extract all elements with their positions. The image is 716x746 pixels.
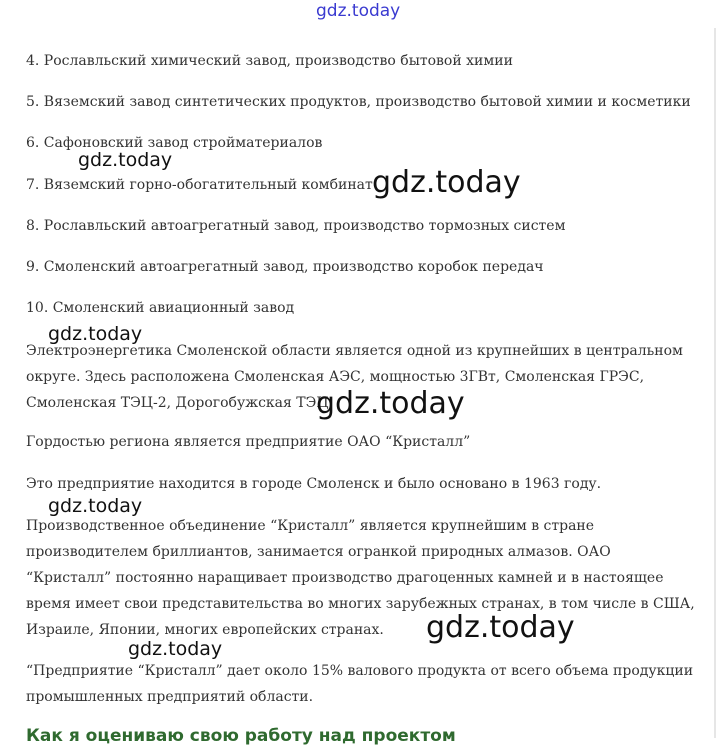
list-item: 6. Сафоновский завод стройматериалов <box>26 135 323 151</box>
watermark: gdz.today <box>426 610 575 645</box>
section-heading: Как я оцениваю свою работу над проектом <box>26 726 456 746</box>
list-item: 9. Смоленский автоагрегатный завод, производство коробок передач <box>26 259 544 275</box>
list-item: 4. Рославльский химический завод, производство бытовой химии <box>26 53 513 69</box>
cut-off-line <box>28 0 188 24</box>
watermark: gdz.today <box>48 323 143 345</box>
watermark-top: gdz.today <box>316 1 401 21</box>
watermark: gdz.today <box>128 638 223 660</box>
paragraph-energy: Электроэнергетика Смоленской области является одной из крупнейших в центральном округе. Здесь расположена Смоленская АЭС, мощностью 3ГВт, Смоленская ГРЭС, Смоленская ТЭЦ-2, Дорогобужская ТЭЦ. <box>26 343 683 411</box>
cut-off-text <box>28 0 138 4</box>
paragraph-kristall: Производственное объединение “Кристалл” является крупнейшим в стране производителем бриллиантов, занимается огранкой природных алмазов. ОАО “Кристалл” постоянно наращивает производство драгоценных камней и в настоящее время имеет свои представительства во многих зарубежных странах, в том числе в США, Израиле, Японии, многих европейских странах. <box>26 518 695 638</box>
watermark: gdz.today <box>316 386 465 421</box>
paragraph-pride: Гордостью региона является предприятие ОАО “Кристалл” <box>26 434 471 450</box>
list-item: 5. Вяземский завод синтетических продуктов, производство бытовой химии и косметики <box>26 94 691 110</box>
list-item: 8. Рославльский автоагрегатный завод, производство тормозных систем <box>26 218 566 234</box>
list-item: 10. Смоленский авиационный завод <box>26 300 295 316</box>
list-item: 7. Вяземский горно-обогатительный комбинат <box>26 177 373 193</box>
paragraph-founded: Это предприятие находится в городе Смоленск и было основано в 1963 году. <box>26 476 602 492</box>
paragraph-share: “Предприятие “Кристалл” дает около 15% валового продукта от всего объема продукции промышленных предприятий области. <box>26 663 694 705</box>
watermark: gdz.today <box>372 165 521 200</box>
watermark: gdz.today <box>78 149 173 171</box>
watermark: gdz.today <box>48 495 143 517</box>
